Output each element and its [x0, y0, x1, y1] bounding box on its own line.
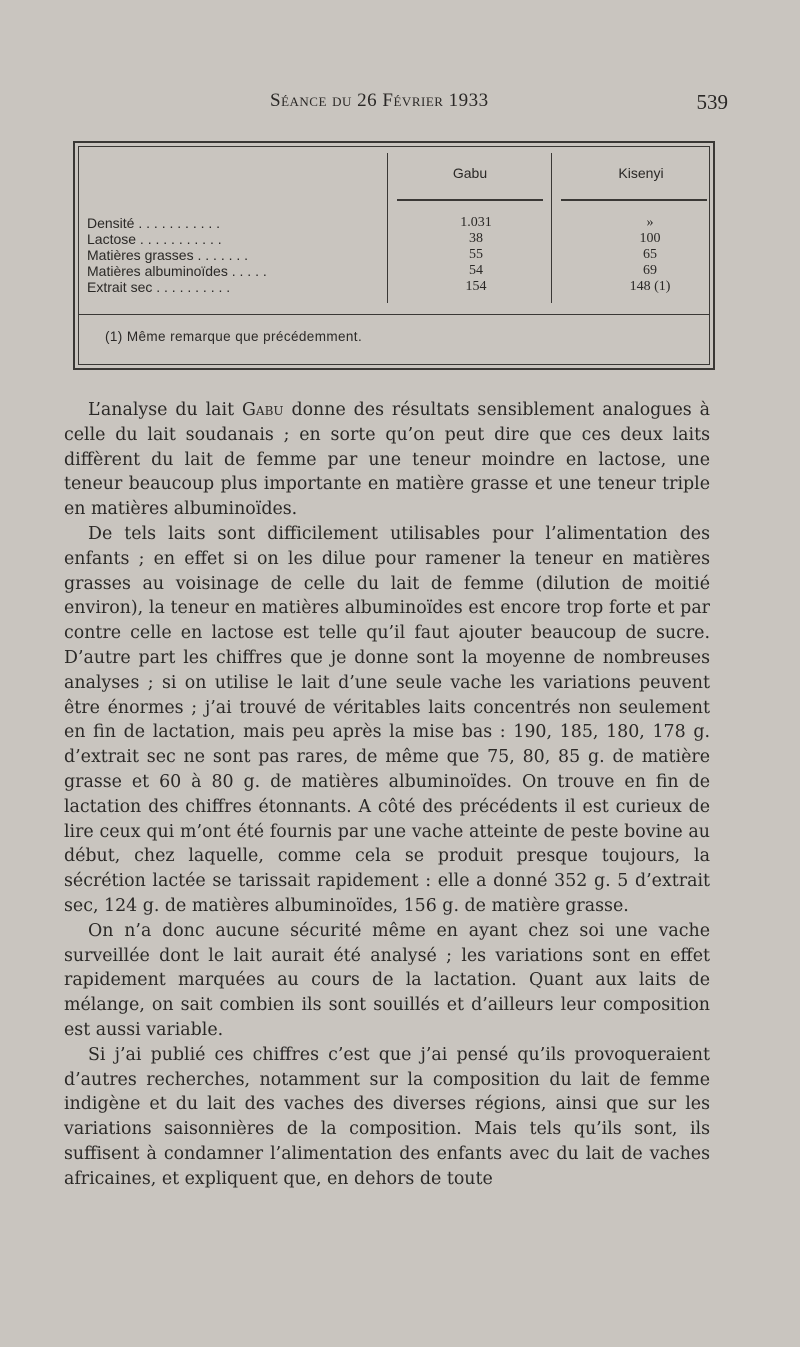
table-cell: 148 (1): [629, 279, 671, 294]
table-cell: 55: [469, 247, 483, 262]
running-head: Séance du 26 Février 1933: [270, 90, 489, 111]
paragraph: De tels laits sont difficilement utilisables pour l’alimentation des enfants ; en effet si on les dilue pour ramener la teneur en matières grasses au voisinage de celle du lait de femme (dilution de moitié environ), la teneur en matières albuminoïdes est encore trop forte et par contre celle en lactose est telle qu’il faut ajouter beaucoup de sucre. D’autre part les chiffres que je donne sont la moyenne de nombreuses analyses ; si on utilise le lait d’une seule vache les variations peuvent être énormes ; j’ai trouvé de véritables laits concentrés non seulement en fin de lactation, mais peu après la mise bas : 190, 185, 180, 178 g. d’extrait sec ne sont pas rares, de même que 75, 80, 85 g. de matière grasse et 60 à 80 g. de matières albuminoïdes. On trouve en fin de lactation des chiffres étonnants. A côté des précédents il est curieux de lire ceux qui m’ont été fournis par une vache atteinte de peste bovine au début, chez laquelle, comme cela se produit presque toujours, la sécrétion lactée se tarissait rapidement : elle a donné 352 g. 5 d’extrait sec, 124 g. de matières albuminoïdes, 156 g. de matière grasse.: [64, 523, 710, 916]
table-cell: »: [646, 215, 654, 230]
table-cell: 38: [469, 231, 483, 246]
page-header: [270, 90, 730, 120]
paragraph-text: L’analyse du lait: [88, 400, 243, 420]
table-cell: 154: [465, 279, 487, 294]
table-cell: 1.031: [460, 215, 492, 230]
paragraph: Si j’ai publié ces chiffres c’est que j’ai pensé qu’ils provoqueraient d’autres recherches, notamment sur la composition du lait de femme indigène et du lait des vaches des diverses régions, ainsi que sur les variations saisonnières de la composition. Mais tels qu’ils sont, ils suffisent à condamner l’alimentation des enfants avec du lait de vaches africaines, et expliquent que, en dehors de toute: [64, 1044, 710, 1189]
table-footnote: (1) Même remarque que précédemment.: [105, 329, 363, 344]
column-rule: [387, 153, 388, 303]
header-underline: [397, 199, 543, 201]
table-cell: 54: [469, 263, 483, 278]
row-labels: [87, 215, 267, 295]
kisenyi-values: [595, 215, 705, 295]
row-label: Matières grasses . . . . . . .: [87, 247, 249, 263]
data-table: [73, 141, 715, 370]
paragraph: On n’a donc aucune sécurité même en ayant chez soi une vache surveillée dont le lait aurait été analysé ; les variations sont en effet rapidement marquées au cours de la lactation. Quant aux laits de mélange, on sait combien ils sont souillés et d’ailleurs leur composition est aussi variable.: [64, 920, 710, 1040]
body-text: [64, 398, 710, 1192]
header-underline: [561, 199, 707, 201]
paragraph: [64, 398, 710, 522]
table-cell: 100: [639, 231, 661, 246]
row-label: Lactose . . . . . . . . . . .: [87, 231, 222, 247]
row-label: Densité . . . . . . . . . . .: [87, 215, 221, 231]
sample-name: Gabu: [242, 400, 284, 420]
footnote-rule: [79, 314, 709, 315]
table-cell: 69: [643, 263, 657, 278]
table-cell: 65: [643, 247, 657, 262]
page-number: 539: [696, 90, 728, 114]
column-header-gabu: Gabu: [452, 165, 488, 181]
column-rule: [551, 153, 552, 303]
paragraph-text: donne des résultats sensiblement analogues à celle du lait soudanais ; en sorte qu’on peut dire que ces deux laits diffèrent du lait de femme par une teneur moindre en lactose, une teneur beaucoup plus importante en matière grasse et une teneur triple en matières albuminoïdes.: [64, 400, 711, 520]
column-header-kisenyi: Kisenyi: [618, 165, 664, 181]
row-label: Extrait sec . . . . . . . . . .: [87, 279, 231, 295]
gabu-values: [421, 215, 531, 295]
row-label: Matières albuminoïdes . . . . .: [87, 263, 267, 279]
